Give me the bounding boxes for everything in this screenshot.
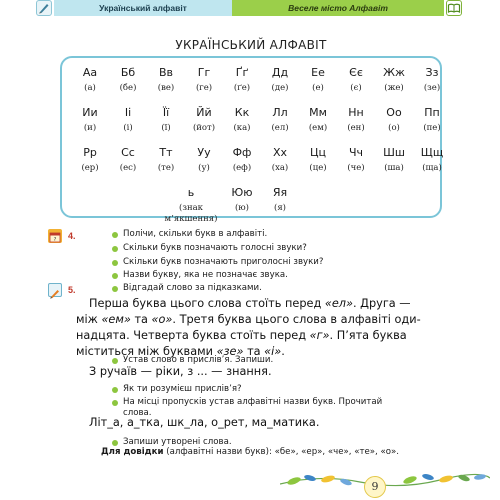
alphabet-letter-cell <box>146 66 186 94</box>
letter-name: (йот) <box>192 123 216 133</box>
letter-pair: Хх <box>272 146 288 159</box>
alphabet-letter-cell <box>146 106 186 134</box>
letter-name: (є) <box>350 83 362 93</box>
task-4-item: Назви букву, яка не позначає звука. <box>123 270 288 280</box>
letter-name: (пе) <box>423 123 441 133</box>
letter-name: (ґе) <box>233 83 251 93</box>
task-5-step-cont: слова. <box>123 408 152 418</box>
letter-pair: Чч <box>348 146 364 159</box>
letter-pair: Зз <box>425 66 439 79</box>
letter-pair: Гг <box>197 66 211 79</box>
letter-name: (знак м’якшення) <box>164 203 218 224</box>
letter-pair: Уу <box>197 146 211 159</box>
letter-pair: Аа <box>82 66 98 79</box>
letter-pair: Мм <box>309 106 327 119</box>
letter-name: (те) <box>157 163 175 173</box>
alphabet-letter-cell <box>70 106 110 134</box>
letter-pair: Її <box>162 106 170 119</box>
letter-name: (ї) <box>161 123 171 133</box>
letter-pair: Дд <box>271 66 289 79</box>
task-5-step: Як ти розумієш прислів’я? <box>123 384 242 394</box>
alphabet-letter-cell <box>298 146 338 174</box>
letter-pair: Бб <box>120 66 136 79</box>
letter-name: (же) <box>384 83 404 93</box>
letter-name: (у) <box>198 163 210 173</box>
header-section-title: Український алфавіт <box>54 0 232 16</box>
letter-pair: ь <box>187 186 195 199</box>
alphabet-letter-cell <box>70 66 110 94</box>
letter-name: (ве) <box>157 83 175 93</box>
proverb: З ручаїв — ріки, з ... — знання. <box>89 365 272 378</box>
letter-pair: Фф <box>232 146 252 159</box>
letter-name: (ел) <box>271 123 289 133</box>
letter-name: (ем) <box>308 123 328 133</box>
letter-pair: Ґґ <box>235 66 249 79</box>
alphabet-table <box>60 56 444 224</box>
letter-pair: Йй <box>196 106 212 119</box>
letter-pair: Сс <box>121 146 135 159</box>
alphabet-letter-cell <box>260 106 300 134</box>
letter-name: (ка) <box>233 123 251 133</box>
task-4-item: Скільки букв позначають голосні звуки? <box>123 243 307 253</box>
letter-name: (ха) <box>271 163 289 173</box>
letter-pair: Яя <box>272 186 288 199</box>
letter-pair: Лл <box>272 106 288 119</box>
letter-pair: Рр <box>83 146 97 159</box>
alphabet-letter-cell <box>146 146 186 174</box>
letter-pair: Оо <box>386 106 402 119</box>
letter-name: (де) <box>271 83 289 93</box>
alphabet-letter-cell <box>222 106 262 134</box>
letter-name: (е) <box>312 83 324 93</box>
letter-name: (це) <box>309 163 327 173</box>
alphabet-letter-cell <box>222 186 262 214</box>
letter-name: (і) <box>123 123 133 133</box>
alphabet-letter-cell <box>412 66 452 94</box>
pen-icon <box>36 0 52 16</box>
letter-name: (и) <box>83 123 97 133</box>
alphabet-letter-cell <box>336 66 376 94</box>
letter-pair: Щщ <box>420 146 444 159</box>
letter-name: (че) <box>347 163 365 173</box>
letter-pair: Іі <box>124 106 132 119</box>
alphabet-letter-cell <box>260 186 300 214</box>
letter-name: (бе) <box>119 83 137 93</box>
letter-pair: Ии <box>82 106 98 119</box>
letter-name: (зе) <box>423 83 441 93</box>
book-icon <box>446 0 462 16</box>
letter-name: (ге) <box>195 83 213 93</box>
page-number: 9 <box>364 476 386 498</box>
letter-pair: Цц <box>309 146 327 159</box>
alphabet-letter-cell <box>412 106 452 134</box>
alphabet-letter-cell <box>184 146 224 174</box>
letter-pair: Шш <box>383 146 405 159</box>
alphabet-letter-cell <box>222 146 262 174</box>
alphabet-letter-cell <box>260 66 300 94</box>
task-4-item: Скільки букв позначають приголосні звуки? <box>123 257 324 267</box>
alphabet-letter-cell <box>156 186 226 225</box>
letter-pair: Кк <box>234 106 250 119</box>
gapped-words: Літ_а, а_тка, шк_ла, о_рет, ма_матика. <box>89 416 320 429</box>
alphabet-letter-cell <box>184 66 224 94</box>
letter-pair: Жж <box>383 66 405 79</box>
pencil-task-icon <box>48 283 62 297</box>
alphabet-letter-cell <box>260 146 300 174</box>
letter-pair: Пп <box>424 106 440 119</box>
alphabet-letter-cell <box>70 146 110 174</box>
alphabet-letter-cell <box>336 146 376 174</box>
letter-pair: Тт <box>159 146 173 159</box>
alphabet-letter-cell <box>184 106 224 134</box>
alphabet-letter-cell <box>374 66 414 94</box>
letter-pair: Ее <box>311 66 325 79</box>
alphabet-letter-cell <box>336 106 376 134</box>
letter-name: (а) <box>84 83 96 93</box>
letter-name: (ес) <box>119 163 137 173</box>
riddle-paragraph: Перша буква цього слова стоїть перед «ел». Друга — між «ем» та «о». Третя буква цього слова в алфавіті оди- надцята. Четверта буква стоїть перед «г». П’ята буква міститься між буквами «зе» та «і». <box>76 297 421 358</box>
help-note: Для довідки (алфавітні назви букв): «бе», «ер», «че», «те», «о». <box>101 447 400 457</box>
task-5-step: Запиши утворені слова. <box>123 437 232 447</box>
letter-pair: Вв <box>158 66 174 79</box>
letter-name: (ер) <box>81 163 99 173</box>
task-5-intro: Відгадай слово за підказками. <box>123 283 262 293</box>
task-4-item: Полічи, скільки букв в алфавіті. <box>123 229 268 239</box>
letter-pair: Єє <box>349 66 363 79</box>
letter-name: (ен) <box>347 123 365 133</box>
task-5-step: Устав слово в прислів’я. Запиши. <box>123 355 274 365</box>
letter-name: (ша) <box>384 163 404 173</box>
letter-pair: Юю <box>231 186 253 199</box>
calendar-card-icon <box>48 229 62 243</box>
header-chapter-title: Веселе місто Алфавіт <box>232 0 444 16</box>
alphabet-letter-cell <box>298 106 338 134</box>
letter-pair: Нн <box>348 106 364 119</box>
letter-name: (еф) <box>232 163 252 173</box>
alphabet-letter-cell <box>222 66 262 94</box>
alphabet-letter-cell <box>298 66 338 94</box>
task-5-number: 5. <box>68 285 76 295</box>
task-4-number: 4. <box>68 231 76 241</box>
alphabet-letter-cell <box>108 146 148 174</box>
alphabet-letter-cell <box>374 146 414 174</box>
task-5-step: На місці пропусків устав алфавітні назви букв. Прочитай <box>123 397 383 407</box>
svg-text:?: ? <box>53 237 57 243</box>
alphabet-letter-cell <box>108 106 148 134</box>
letter-name: (я) <box>274 203 286 213</box>
alphabet-letter-cell <box>412 146 452 174</box>
letter-name: (ю) <box>234 203 250 213</box>
alphabet-title: УКРАЇНСЬКИЙ АЛФАВІТ <box>175 38 327 52</box>
page-header <box>54 0 444 16</box>
letter-name: (ща) <box>422 163 442 173</box>
letter-name: (о) <box>388 123 400 133</box>
alphabet-letter-cell <box>374 106 414 134</box>
alphabet-letter-cell <box>108 66 148 94</box>
